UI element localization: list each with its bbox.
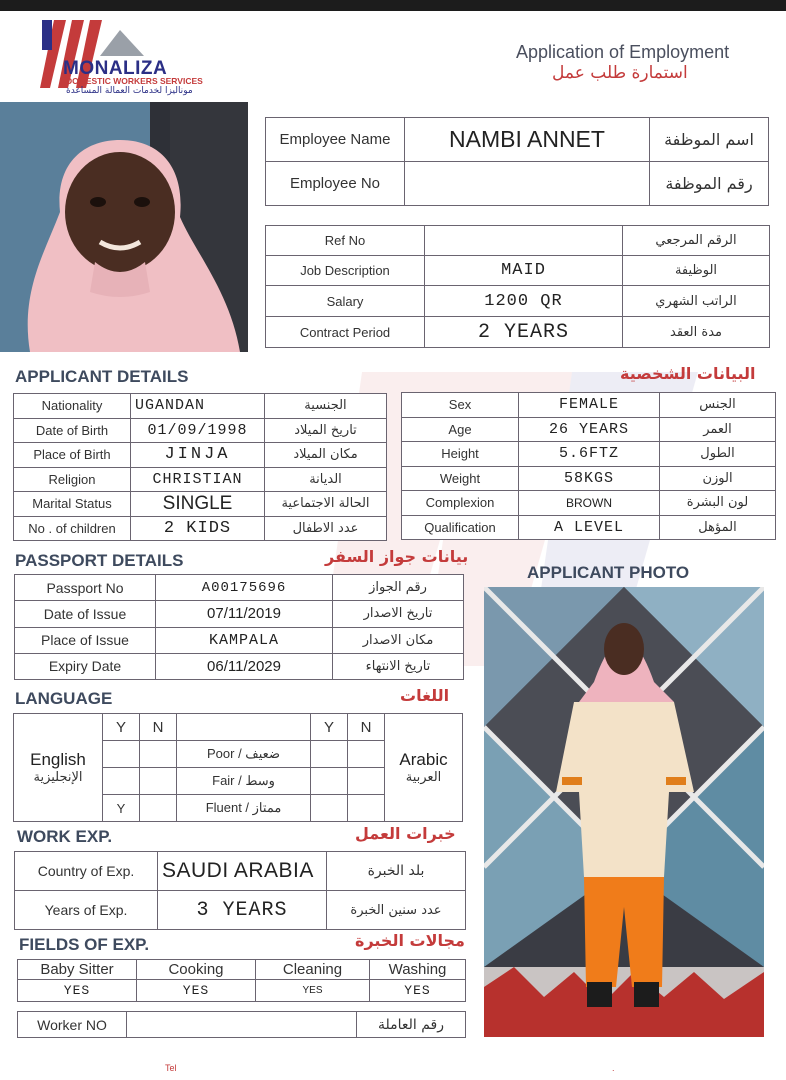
- place-of-birth-ar: مكان الميلاد: [265, 443, 387, 468]
- complexion-label: Complexion: [402, 491, 519, 516]
- english-fluent-y: Y: [103, 795, 140, 822]
- employee-no-ar: رقم الموظفة: [650, 162, 769, 206]
- job-description-label: Job Description: [266, 256, 425, 286]
- passport-no-ar: رقم الجواز: [333, 575, 464, 601]
- worker-no-value: [127, 1012, 357, 1038]
- employee-no-value: [405, 162, 650, 206]
- qualification-ar: المؤهل: [660, 515, 776, 540]
- arabic-poor-n: [348, 741, 385, 768]
- salary-ar: الراتب الشهري: [623, 286, 770, 317]
- employee-table: [265, 117, 769, 206]
- date-of-birth-value: 01/09/1998: [131, 418, 265, 443]
- height-label: Height: [402, 442, 519, 467]
- date-of-issue-ar: تاريخ الاصدار: [333, 601, 464, 627]
- english-cell: [14, 714, 103, 822]
- english-fluent-n: [140, 795, 177, 822]
- employee-name-label: Employee Name: [266, 118, 405, 162]
- arabic-col-y: Y: [311, 714, 348, 741]
- english-col-y: Y: [103, 714, 140, 741]
- fields-table: [17, 959, 466, 1002]
- field-washing-value: YES: [370, 980, 466, 1002]
- marital-status-label: Marital Status: [14, 492, 131, 517]
- field-cleaning: Cleaning: [256, 960, 370, 980]
- english-label-ar: الإنجليزية: [33, 770, 83, 785]
- top-bar: [0, 0, 786, 11]
- work-exp-heading-ar: خبرات العمل: [355, 824, 456, 843]
- language-heading-ar: اللغات: [400, 686, 450, 705]
- sex-label: Sex: [402, 393, 519, 418]
- weight-value: 58KGS: [519, 466, 660, 491]
- applicant-details-right-table: [401, 392, 776, 540]
- country-of-exp-ar: بلد الخبرة: [327, 852, 466, 891]
- work-exp-table: [14, 851, 466, 930]
- place-of-issue-ar: مكان الاصدار: [333, 627, 464, 653]
- applicant-full-photo: [484, 587, 764, 1037]
- nationality-ar: الجنسية: [265, 394, 387, 419]
- english-fair-n: [140, 768, 177, 795]
- work-exp-heading: WORK EXP.: [17, 827, 113, 846]
- marital-status-value: SINGLE: [131, 492, 265, 517]
- expiry-date-ar: تاريخ الانتهاء: [333, 653, 464, 679]
- fields-of-exp-heading-ar: مجالات الخبرة: [355, 931, 465, 950]
- english-poor-n: [140, 741, 177, 768]
- date-of-issue-label: Date of Issue: [15, 601, 156, 627]
- employee-name-ar: اسم الموظفة: [650, 118, 769, 162]
- years-of-exp-ar: عدد سنين الخبرة: [327, 891, 466, 930]
- religion-ar: الديانة: [265, 467, 387, 492]
- level-fair: Fair / وسط: [177, 768, 311, 795]
- salary-value: 1200 QR: [425, 286, 623, 317]
- place-of-birth-value: JINJA: [131, 443, 265, 468]
- worker-no-ar: رقم العاملة: [357, 1012, 466, 1038]
- complexion-ar: لون البشرة: [660, 491, 776, 516]
- children-value: 2 KIDS: [131, 516, 265, 541]
- employee-no-label: Employee No: [266, 162, 405, 206]
- field-cooking: Cooking: [137, 960, 256, 980]
- contract-period-label: Contract Period: [266, 317, 425, 348]
- level-fluent: Fluent / ممتاز: [177, 795, 311, 822]
- religion-value: CHRISTIAN: [131, 467, 265, 492]
- fields-of-exp-heading: FIELDS OF EXP.: [19, 935, 150, 954]
- nationality-value: UGANDAN: [131, 394, 265, 419]
- country-of-exp-value: SAUDI ARABIA: [158, 852, 327, 891]
- field-cooking-value: YES: [137, 980, 256, 1002]
- qualification-label: Qualification: [402, 515, 519, 540]
- field-cleaning-value: YES: [256, 980, 370, 1002]
- english-fair-y: [103, 768, 140, 795]
- children-ar: عدد الاطفال: [265, 516, 387, 541]
- company-subtitle: DOMESTIC WORKERS SERVICES: [66, 76, 203, 86]
- company-arabic-name: موناليزا لخدمات العمالة المساعدة: [66, 86, 193, 96]
- children-label: No . of children: [14, 516, 131, 541]
- arabic-cell: [385, 714, 463, 822]
- arabic-fluent-n: [348, 795, 385, 822]
- applicant-photo-title: APPLICANT PHOTO: [527, 563, 690, 582]
- applicant-headshot: [0, 102, 248, 352]
- arabic-fair-n: [348, 768, 385, 795]
- applicant-details-heading: APPLICANT DETAILS: [15, 367, 189, 386]
- worker-no-label: Worker NO: [18, 1012, 127, 1038]
- contract-period-ar: مدة العقد: [623, 317, 770, 348]
- language-heading: LANGUAGE: [15, 689, 113, 708]
- height-value: 5.6FTZ: [519, 442, 660, 467]
- arabic-poor-y: [311, 741, 348, 768]
- arabic-fair-y: [311, 768, 348, 795]
- field-baby-sitter: Baby Sitter: [18, 960, 137, 980]
- employee-name-value: NAMBI ANNET: [405, 118, 650, 162]
- english-col-n: N: [140, 714, 177, 741]
- marital-status-ar: الحالة الاجتماعية: [265, 492, 387, 517]
- level-poor: Poor / ضعيف: [177, 741, 311, 768]
- company-name: MONALIZA: [63, 58, 168, 79]
- job-description-ar: الوظيفة: [623, 256, 770, 286]
- job-description-value: MAID: [425, 256, 623, 286]
- religion-label: Religion: [14, 467, 131, 492]
- language-table: [13, 713, 463, 822]
- country-of-exp-label: Country of Exp.: [15, 852, 158, 891]
- place-of-birth-label: Place of Birth: [14, 443, 131, 468]
- arabic-label-ar: العربية: [405, 770, 442, 785]
- worker-no-table: [17, 1011, 466, 1038]
- qualification-value: A LEVEL: [519, 515, 660, 540]
- sex-value: FEMALE: [519, 393, 660, 418]
- date-of-issue-value: 07/11/2019: [156, 601, 333, 627]
- level-header-blank: [177, 714, 311, 741]
- field-washing: Washing: [370, 960, 466, 980]
- applicant-details-left-table: [13, 393, 387, 541]
- date-of-birth-ar: تاريخ الميلاد: [265, 418, 387, 443]
- applicant-details-heading-ar: البيانات الشخصية: [620, 364, 756, 383]
- passport-no-label: Passport No: [15, 575, 156, 601]
- contract-period-value: 2 YEARS: [425, 317, 623, 348]
- arabic-col-n: N: [348, 714, 385, 741]
- weight-ar: الوزن: [660, 466, 776, 491]
- arabic-label: Arabic: [399, 750, 448, 769]
- ref-no-label: Ref No: [266, 226, 425, 256]
- ref-no-ar: الرقم المرجعي: [623, 226, 770, 256]
- place-of-issue-label: Place of Issue: [15, 627, 156, 653]
- footer-left-text: Tel: [165, 1063, 177, 1073]
- field-baby-sitter-value: YES: [18, 980, 137, 1002]
- salary-label: Salary: [266, 286, 425, 317]
- arabic-fluent-y: [311, 795, 348, 822]
- english-label: English: [30, 750, 86, 769]
- passport-table: [14, 574, 464, 680]
- passport-details-heading: PASSPORT DETAILS: [15, 551, 184, 570]
- expiry-date-label: Expiry Date: [15, 653, 156, 679]
- passport-details-heading-ar: بيانات جواز السفر: [325, 547, 469, 566]
- complexion-value: BROWN: [519, 491, 660, 516]
- age-ar: العمر: [660, 417, 776, 442]
- weight-label: Weight: [402, 466, 519, 491]
- date-of-birth-label: Date of Birth: [14, 418, 131, 443]
- form-title-ar: استمارة طلب عمل: [552, 63, 688, 83]
- height-ar: الطول: [660, 442, 776, 467]
- sex-ar: الجنس: [660, 393, 776, 418]
- footer-right-text: .: [612, 1063, 615, 1073]
- form-title-en: Application of Employment: [516, 42, 730, 62]
- years-of-exp-value: 3 YEARS: [158, 891, 327, 930]
- ref-no-value: [425, 226, 623, 256]
- english-poor-y: [103, 741, 140, 768]
- nationality-label: Nationality: [14, 394, 131, 419]
- place-of-issue-value: KAMPALA: [156, 627, 333, 653]
- age-label: Age: [402, 417, 519, 442]
- years-of-exp-label: Years of Exp.: [15, 891, 158, 930]
- job-table: [265, 225, 770, 348]
- expiry-date-value: 06/11/2029: [156, 653, 333, 679]
- passport-no-value: A00175696: [156, 575, 333, 601]
- age-value: 26 YEARS: [519, 417, 660, 442]
